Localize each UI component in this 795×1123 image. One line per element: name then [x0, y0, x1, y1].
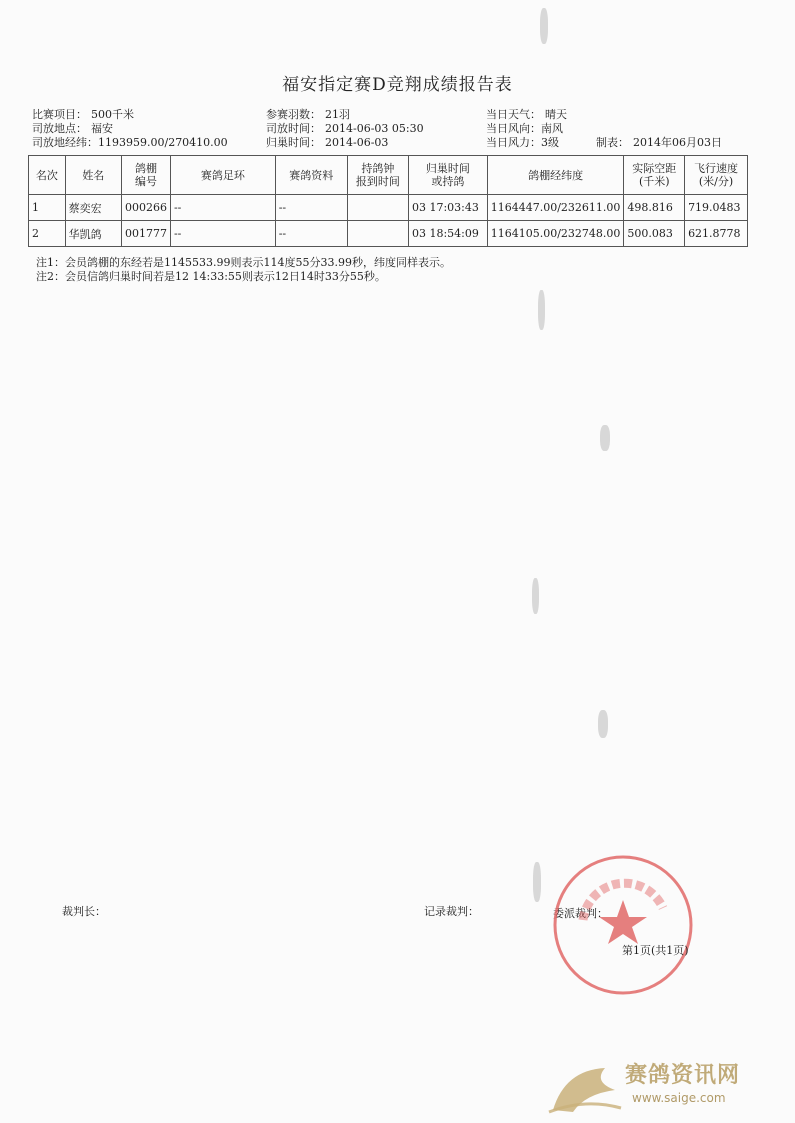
col-distance: 实际空距 (千米): [624, 156, 685, 195]
return-time-label: 归巢时间：: [266, 136, 321, 149]
scan-mark: [540, 8, 548, 44]
cell-return-time: 03 17:03:43: [408, 195, 487, 221]
notes: [36, 256, 451, 284]
col-clock-time: 持鸽钟 报到时间: [347, 156, 408, 195]
delegated-judge-signature: 委派裁判：: [553, 907, 608, 920]
return-time: [266, 136, 388, 149]
race-item: [32, 108, 134, 121]
report-date-label: 制表：: [596, 136, 629, 149]
chief-judge-signature: 裁判长：: [62, 905, 106, 918]
col-loft-coords: 鸽棚经纬度: [487, 156, 624, 195]
cell-distance: 498.816: [624, 195, 685, 221]
return-time-value: 2014-06-03: [325, 136, 389, 149]
cell-bird-info: --: [275, 195, 347, 221]
col-return-time: 归巢时间 或持鸽: [408, 156, 487, 195]
weather-value: 晴天: [545, 108, 567, 121]
race-item-label: 比赛项目：: [32, 108, 87, 121]
cell-loft-coords: 1164105.00/232748.00: [487, 221, 624, 247]
wind-force-label: 当日风力：: [486, 136, 541, 149]
table-row: [29, 221, 748, 247]
col-name: 姓名: [65, 156, 121, 195]
table-row: [29, 195, 748, 221]
release-time-value: 2014-06-03 05:30: [325, 122, 424, 135]
note-1: 注1：会员鸽棚的东经若是1145533.99则表示114度55分33.99秒，纬度同样表示。: [36, 256, 451, 269]
release-place-value: 福安: [91, 122, 113, 135]
col-loft-no: 鸽棚 编号: [121, 156, 170, 195]
release-time-label: 司放时间：: [266, 122, 321, 135]
wind-force-value: 3级: [541, 136, 559, 149]
col-rank: 名次: [29, 156, 66, 195]
star-seal-icon: [599, 900, 647, 944]
weather: [486, 108, 567, 121]
entries-label: 参赛羽数：: [266, 108, 321, 121]
table-header-row: [29, 156, 748, 195]
wind-dir-value: 南风: [541, 122, 563, 135]
cell-speed: 621.8778: [685, 221, 748, 247]
release-coords-label: 司放地经纬：: [32, 136, 98, 149]
release-time: [266, 122, 424, 135]
scan-mark: [600, 425, 610, 451]
note-2: 注2：会员信鸽归巢时间若是12 14:33:55则表示12日14时33分55秒。: [36, 270, 386, 283]
wind-force: [486, 136, 559, 149]
wind-direction: [486, 122, 563, 135]
col-speed: 飞行速度 (米/分): [685, 156, 748, 195]
col-bird-info: 赛鸽资料: [275, 156, 347, 195]
report-date-value: 2014年06月03日: [633, 136, 722, 149]
cell-loft-no: 001777: [121, 221, 170, 247]
cell-ring: --: [170, 221, 275, 247]
cell-clock-time: [347, 221, 408, 247]
col-ring: 赛鸽足环: [170, 156, 275, 195]
cell-name: 华凯鸽: [65, 221, 121, 247]
cell-bird-info: --: [275, 221, 347, 247]
cell-clock-time: [347, 195, 408, 221]
report-date: [596, 136, 722, 149]
cell-distance: 500.083: [624, 221, 685, 247]
cell-name: 蔡奕宏: [65, 195, 121, 221]
release-place: [32, 122, 113, 135]
cell-speed: 719.0483: [685, 195, 748, 221]
page-number: 第1页(共1页): [622, 944, 689, 957]
record-judge-signature: 记录裁判：: [424, 905, 479, 918]
cell-ring: --: [170, 195, 275, 221]
scan-mark: [533, 862, 541, 902]
cell-rank: 1: [29, 195, 66, 221]
weather-label: 当日天气：: [486, 108, 541, 121]
results-table: [28, 155, 748, 247]
page-title: 福安指定赛D竞翔成绩报告表: [282, 75, 513, 95]
scan-mark: [598, 710, 608, 738]
entries-value: 21羽: [325, 108, 350, 121]
cell-return-time: 03 18:54:09: [408, 221, 487, 247]
cell-loft-no: 000266: [121, 195, 170, 221]
race-item-value: 500千米: [91, 108, 134, 121]
cell-rank: 2: [29, 221, 66, 247]
watermark-name: 赛鸽资讯网: [625, 1063, 741, 1088]
wind-dir-label: 当日风向：: [486, 122, 541, 135]
release-place-label: 司放地点：: [32, 122, 87, 135]
scan-mark: [532, 578, 539, 614]
official-seal: [548, 850, 698, 1000]
cell-loft-coords: 1164447.00/232611.00: [487, 195, 624, 221]
release-coords-value: 1193959.00/270410.00: [98, 136, 228, 149]
scan-mark: [538, 290, 545, 330]
entries: [266, 108, 350, 121]
release-coords: [32, 136, 228, 149]
watermark-url: www.saige.com: [632, 1091, 726, 1105]
